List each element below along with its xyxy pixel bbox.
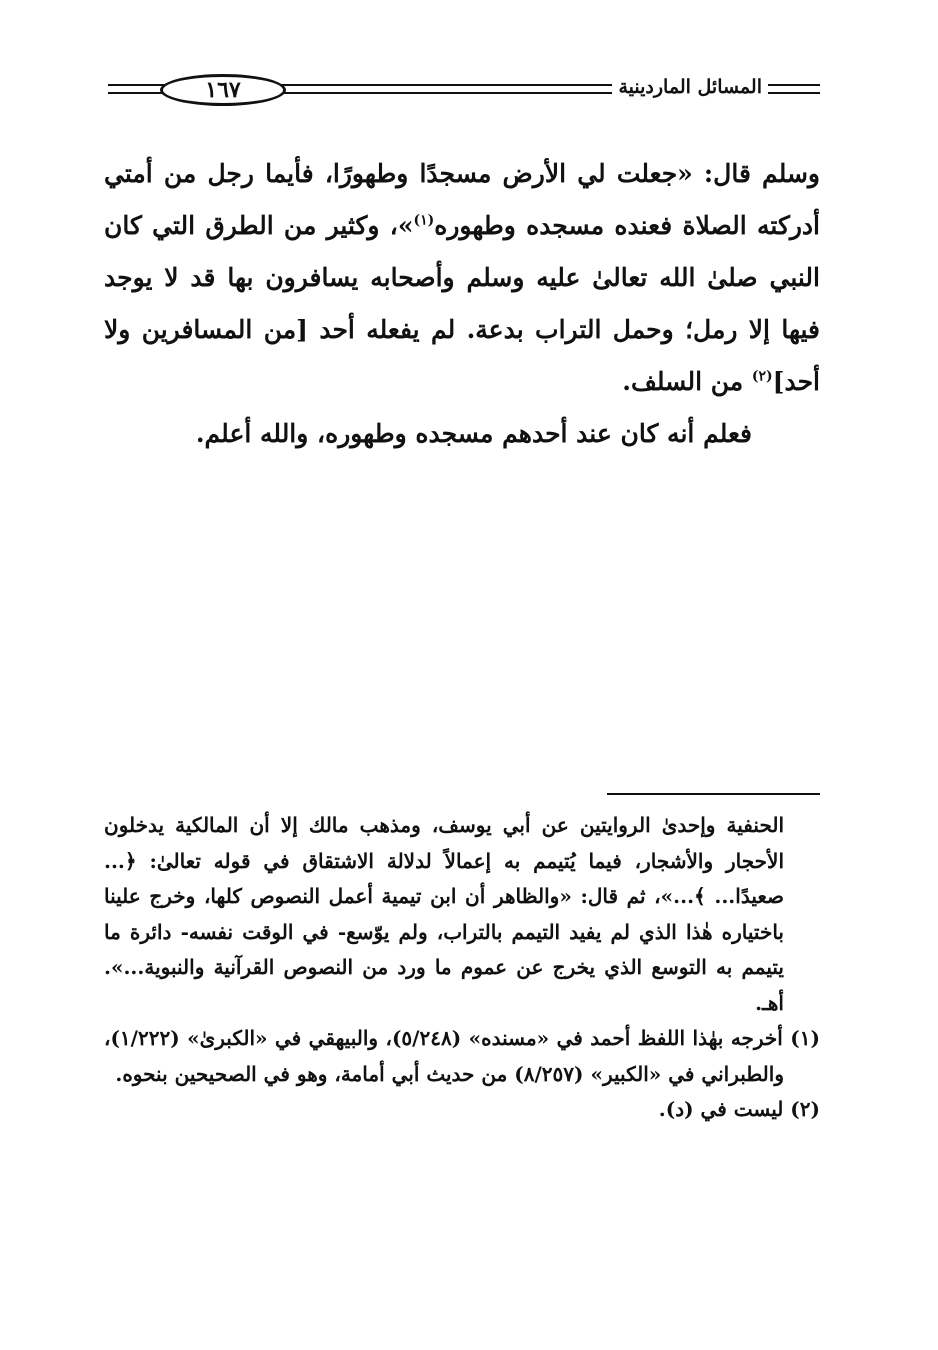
main-text-part-3: من السلف. (622, 367, 752, 396)
main-text-part-1: وسلم قال: «جعلت لي الأرض مسجدًا وطهورًا، فأيما رجل من أمتي أدركته الصلاة فعنده مسجده وطهوره (104, 159, 821, 240)
footnote-ref-2: (٢) (751, 368, 773, 385)
closing-paragraph: فعلم أنه كان عند أحدهم مسجده وطهوره، والله أعلم. (195, 419, 752, 448)
header-rule-left-bottom (108, 92, 168, 94)
header-rule-left-top (108, 84, 168, 86)
footnote-1: (١) أخرجه بهٰذا اللفظ أحمد في «مسنده» (٥/٢٤٨)، والبيهقي في «الكبرىٰ» (١/٢٢٢)، والطبراني في «الكبير» (٨/٢٥٧) من حديث أبي أمامة، وهو في الصحيحين بنحوه. (104, 1026, 820, 1086)
main-paragraph (104, 148, 820, 408)
footnote-separator (607, 793, 820, 795)
footnotes (104, 808, 820, 1128)
page-header (108, 72, 820, 108)
footnote-continuation: الحنفية وإحدىٰ الروايتين عن أبي يوسف، ومذهب مالك إلا أن المالكية يدخلون الأحجار والأشجار، فيما يُتيمم به إعمالاً لدلالة الاشتقاق في قوله تعالىٰ: ﴿... صعيدًا... ﴾...»، ثم قال: «والظاهر أن ابن تيمية أعمل النصوص كلها، وخرج علينا باختياره هٰذا الذي لم يفيد التيمم بالتراب، ولم يوّسع- في الوقت نفسه- دائرة ما يتيمم به التوسع الذي يخرج عن عموم ما ورد من النصوص القرآنية والنبوية...». أهـ. (104, 813, 784, 1015)
footnote-ref-1: (١) (413, 212, 435, 229)
footnote-2: (٢) ليست في (د). (658, 1097, 820, 1121)
main-text (104, 148, 820, 460)
main-text-part-2: »، وكثير من الطرق التي كان النبي صلىٰ الله تعالىٰ عليه وسلم وأصحابه يسافرون بها قد لا يوجد فيها إلا رمل؛ وحمل التراب بدعة. لم يفعله أحد [من المسافرين ولا أحد] (104, 211, 820, 396)
running-title: المسائل الماردينية (612, 76, 768, 98)
page-number: ١٦٧ (160, 74, 286, 106)
